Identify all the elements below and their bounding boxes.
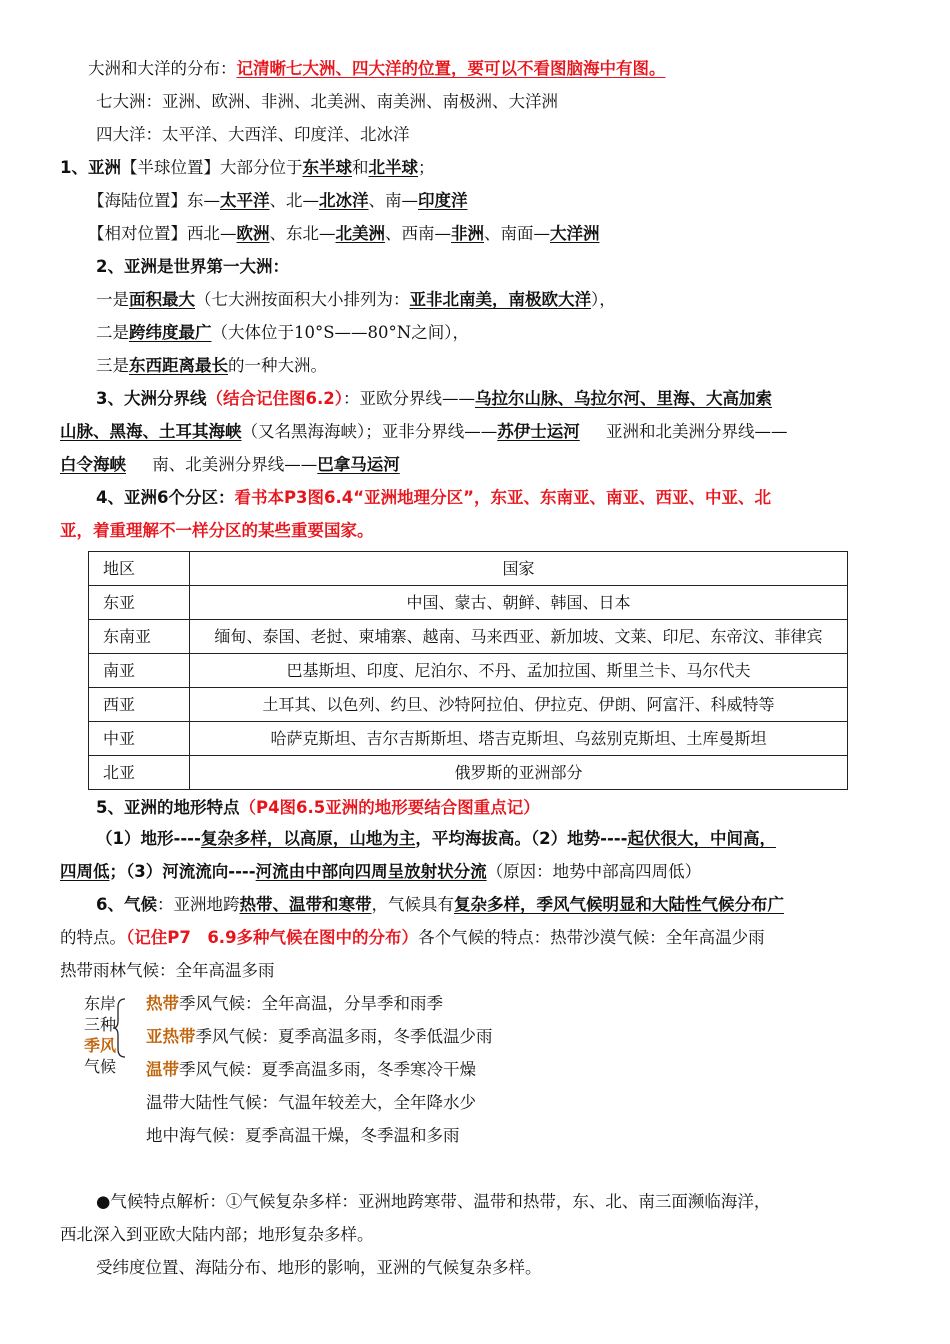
text: ；（3）河流流向---- xyxy=(109,862,256,881)
section-2-line-1 xyxy=(60,283,895,316)
key-term: 复杂多样，季风气候明显和大陆性气候分布广 xyxy=(453,895,784,914)
label-line: 季风 xyxy=(84,1036,117,1055)
intro-highlight: 记清晰七大洲、四大洋的位置，要可以不看图脑海中有图。 xyxy=(236,59,666,78)
text: ：亚欧分界线—— xyxy=(342,389,475,408)
table-row xyxy=(89,756,848,790)
key-term: 面积最大 xyxy=(129,290,195,309)
document-page xyxy=(60,52,895,1284)
text: 季风气候：全年高温，分旱季和雨季 xyxy=(179,994,443,1013)
text: 南、北美洲分界线—— xyxy=(152,455,318,474)
climate-item: 温带大陆性气候：气温年较差大，全年降水少 xyxy=(146,1093,476,1112)
section-4-line-2: 亚，着重理解不一样分区的某些重要国家。 xyxy=(60,521,374,540)
monsoon-climate-block xyxy=(60,987,895,1185)
key-term: 北美洲 xyxy=(335,224,385,243)
section-2-title: 2、亚洲是世界第一大洲： xyxy=(96,257,289,276)
regions-table xyxy=(88,551,848,790)
section-1-hemisphere xyxy=(60,151,895,184)
climate-item xyxy=(146,987,493,1020)
key-term: 热带、温带和寒带 xyxy=(239,895,372,914)
climate-item xyxy=(146,1020,493,1053)
section-3-line-2 xyxy=(60,415,895,448)
text: 季风气候：夏季高温多雨，冬季低温少雨 xyxy=(195,1027,493,1046)
text: 各个气候的特点：热带沙漠气候：全年高温少雨 xyxy=(418,928,765,947)
text: 、南— xyxy=(368,191,418,210)
key-term: 四周低 xyxy=(60,862,110,881)
region-cell: 北亚 xyxy=(89,756,190,790)
section-4-highlight: 看书本P3图6.4“亚洲地理分区”，东亚、东南亚、南亚、西亚、中亚、北 xyxy=(234,488,771,507)
section-4-title: 4、亚洲6个分区： xyxy=(96,488,235,507)
table-row xyxy=(89,688,848,722)
section-5-note: （P4图6.5亚洲的地形要结合图重点记） xyxy=(239,798,540,817)
section-5-line-2 xyxy=(60,855,895,888)
key-term: 亚非北南美，南极欧大洋 xyxy=(409,290,591,309)
key-term: 大洋洲 xyxy=(550,224,600,243)
text: 一是 xyxy=(96,290,129,309)
climate-list xyxy=(146,987,493,1152)
section-5-title: 5、亚洲的地形特点 xyxy=(96,798,240,817)
region-cell: 西亚 xyxy=(89,688,190,722)
text: （又名黑海海峡）；亚非分界线—— xyxy=(241,422,498,441)
text: 、北— xyxy=(269,191,319,210)
key-term: 复杂多样，以高原，山地为主 xyxy=(200,829,416,848)
label-line: 气候 xyxy=(84,1057,117,1076)
countries-cell: 土耳其、以色列、约旦、沙特阿拉伯、伊拉克、伊朗、阿富汗、科威特等 xyxy=(190,688,848,722)
table-header-row xyxy=(89,552,848,586)
section-5-title-line xyxy=(60,794,895,822)
key-term: 白令海峡 xyxy=(60,455,126,474)
key-term: 河流由中部向四周呈放射状分流 xyxy=(255,862,487,881)
curly-brace-icon xyxy=(112,997,128,1059)
label-line: 三种 xyxy=(84,1015,117,1034)
key-term: 乌拉尔山脉、乌拉尔河、里海、大高加索 xyxy=(474,389,772,408)
analysis-line-3: 受纬度位置、海陆分布、地形的影响，亚洲的气候复杂多样。 xyxy=(96,1258,542,1277)
text: （原因：地势中部高四周低） xyxy=(486,862,702,881)
key-term: 北冰洋 xyxy=(319,191,369,210)
text: （1）地形---- xyxy=(96,829,201,848)
region-cell: 东南亚 xyxy=(89,620,190,654)
section-4-line-1 xyxy=(60,481,895,514)
countries-cell: 中国、蒙古、朝鲜、韩国、日本 xyxy=(190,586,848,620)
key-term: 东西距离最长 xyxy=(129,356,228,375)
climate-key: 热带 xyxy=(146,994,179,1013)
key-term: 东半球 xyxy=(302,158,352,177)
table-row xyxy=(89,586,848,620)
climate-item xyxy=(146,1053,493,1086)
text: 二是 xyxy=(96,323,129,342)
section-6-line-3: 热带雨林气候：全年高温多雨 xyxy=(60,961,275,980)
region-cell: 南亚 xyxy=(89,654,190,688)
region-cell: 中亚 xyxy=(89,722,190,756)
climate-key: 温带 xyxy=(146,1060,179,1079)
intro-line xyxy=(60,52,895,85)
text: 【半球位置】大部分位于 xyxy=(120,158,303,177)
table-header-region: 地区 xyxy=(89,552,190,586)
continents-line: 七大洲：亚洲、欧洲、非洲、北美洲、南美洲、南极洲、大洋洲 xyxy=(96,92,558,111)
section-3-note: （结合记住图6.2） xyxy=(206,389,343,408)
text: 和 xyxy=(351,158,369,177)
text: 亚洲和北美洲分界线—— xyxy=(605,422,788,441)
table-row xyxy=(89,654,848,688)
text: 、南面— xyxy=(484,224,550,243)
section-2-line-3 xyxy=(60,349,895,382)
text: 【海陆位置】东— xyxy=(88,191,220,210)
text: 、西南— xyxy=(385,224,451,243)
text: （大体位于10°S——80°N之间）， xyxy=(211,323,469,342)
label-line: 东岸 xyxy=(84,994,117,1013)
section-6-note: （记住P7 6.9多种气候在图中的分布） xyxy=(126,928,419,947)
key-term: 山脉、黑海、土耳其海峡 xyxy=(60,422,242,441)
section-2-line-2 xyxy=(60,316,895,349)
countries-cell: 巴基斯坦、印度、尼泊尔、不丹、孟加拉国、斯里兰卡、马尔代夫 xyxy=(190,654,848,688)
countries-cell: 俄罗斯的亚洲部分 xyxy=(190,756,848,790)
key-term: 跨纬度最广 xyxy=(129,323,212,342)
key-term: 欧洲 xyxy=(236,224,270,243)
text: 的特点。 xyxy=(60,928,126,947)
section-3-line-1 xyxy=(60,382,895,415)
text: ； xyxy=(417,158,435,177)
text: 的一种大洲。 xyxy=(228,356,327,375)
text: 季风气候：夏季高温多雨，冬季寒冷干燥 xyxy=(179,1060,476,1079)
key-term: 苏伊士运河 xyxy=(497,422,580,441)
section-6-line-2 xyxy=(60,921,895,954)
section-6-line-1 xyxy=(60,888,895,921)
table-row xyxy=(89,722,848,756)
countries-cell: 缅甸、泰国、老挝、柬埔寨、越南、马来西亚、新加坡、文莱、印尼、东帝汶、菲律宾 xyxy=(190,620,848,654)
analysis-line-2: 西北深入到亚欧大陆内部；地形复杂多样。 xyxy=(60,1225,374,1244)
table-row xyxy=(89,620,848,654)
climate-item: 地中海气候：夏季高温干燥，冬季温和多雨 xyxy=(146,1126,460,1145)
text: ，平均海拔高。（2）地势---- xyxy=(415,829,628,848)
key-term: 非洲 xyxy=(451,224,484,243)
section-3-title: 3、大洲分界线 xyxy=(96,389,207,408)
region-cell: 东亚 xyxy=(89,586,190,620)
climate-key: 亚热带 xyxy=(146,1027,196,1046)
section-1-sea-land xyxy=(60,184,895,217)
text: ，气候具有 xyxy=(371,895,454,914)
table-header-countries: 国家 xyxy=(190,552,848,586)
countries-cell: 哈萨克斯坦、吉尔吉斯斯坦、塔吉克斯坦、乌兹别克斯坦、土库曼斯坦 xyxy=(190,722,848,756)
intro-prefix: 大洲和大洋的分布： xyxy=(88,59,237,78)
text: 、东北— xyxy=(269,224,336,243)
key-term: 巴拿马运河 xyxy=(317,455,400,474)
text: ：亚洲地跨 xyxy=(156,895,240,914)
section-6-title: 6、气候 xyxy=(96,895,157,914)
text: ）， xyxy=(591,290,616,309)
section-3-line-3 xyxy=(60,448,895,481)
key-term: 北半球 xyxy=(368,158,418,177)
oceans-line: 四大洋：太平洋、大西洋、印度洋、北冰洋 xyxy=(96,125,410,144)
text: 三是 xyxy=(96,356,129,375)
key-term: 起伏很大，中间高， xyxy=(627,829,776,848)
key-term: 太平洋 xyxy=(220,191,270,210)
text: （七大洲按面积大小排列为： xyxy=(195,290,410,309)
text: 【相对位置】西北— xyxy=(88,224,237,243)
key-term: 印度洋 xyxy=(418,191,468,210)
analysis-line-1: ●气候特点解析：①气候复杂多样：亚洲地跨寒带、温带和热带，东、北、南三面濒临海洋， xyxy=(96,1192,771,1211)
section-1-number: 1、亚洲 xyxy=(60,158,121,177)
section-5-line-1 xyxy=(60,822,895,855)
section-1-relative xyxy=(60,217,895,250)
